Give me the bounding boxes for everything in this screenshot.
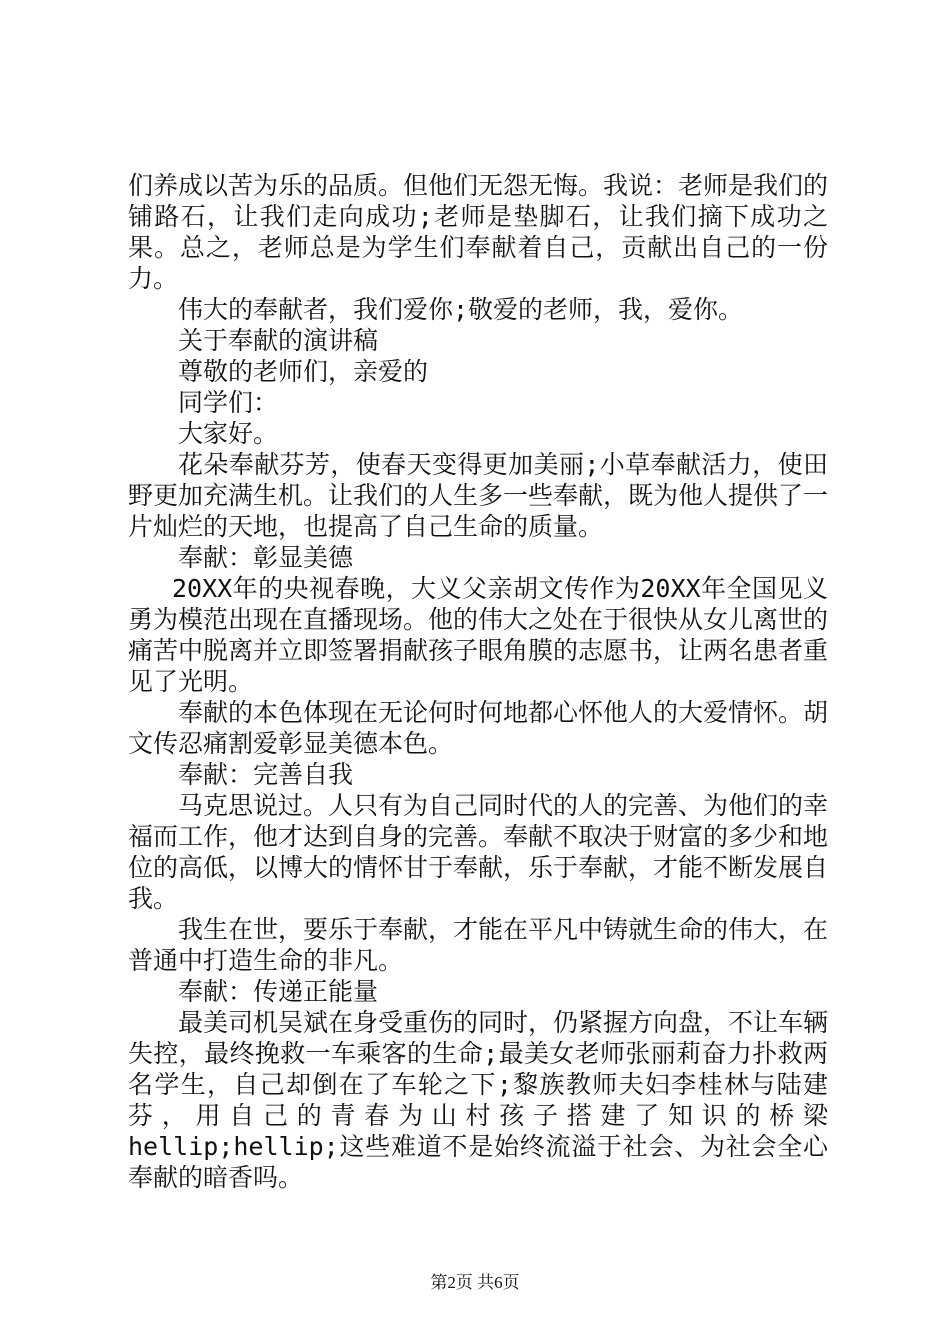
paragraph: 尊敬的老师们，亲爱的 — [178, 357, 429, 386]
paragraph: 同学们： — [178, 388, 279, 417]
paragraph: 们养成以苦为乐的品质。但他们无怨无悔。我说：老师是我们的铺路石，让我们走向成功;老师是垫脚石，让我们摘下成功之果。总之，老师总是为学生们奉献着自己，贡献出自己的一份力。 — [128, 171, 829, 293]
paragraph: 20XX年的央视春晚，大义父亲胡文传作为20XX年全国见义勇为模范出现在直播现场。他的伟大之处在于很快从女儿离世的痛苦中脱离并立即签署捐献孩子眼角膜的志愿书，让两名患者重见了光明。 — [128, 574, 829, 696]
page-footer: 第2页 共6页 — [430, 1273, 520, 1292]
paragraph: 关于奉献的演讲稿 — [178, 326, 379, 355]
paragraph: 花朵奉献芬芳，使春天变得更加美丽;小草奉献活力，使田野更加充满生机。让我们的人生多一些奉献，既为他人提供了一片灿烂的天地，也提高了自己生命的质量。 — [128, 450, 829, 541]
paragraph: 伟大的奉献者，我们爱你;敬爱的老师，我，爱你。 — [178, 295, 744, 324]
body-text — [128, 170, 828, 1193]
paragraph: 大家好。 — [178, 419, 279, 448]
paragraph: 奉献：彰显美德 — [178, 543, 354, 572]
paragraph: 我生在世，要乐于奉献，才能在平凡中铸就生命的伟大，在普通中打造生命的非凡。 — [128, 915, 829, 975]
paragraph: 奉献：传递正能量 — [178, 977, 379, 1006]
paragraph: 奉献：完善自我 — [178, 760, 354, 789]
paragraph: 奉献的本色体现在无论何时何地都心怀他人的大爱情怀。胡文传忍痛割爱彰显美德本色。 — [128, 698, 829, 758]
paragraph: 最美司机吴斌在身受重伤的同时，仍紧握方向盘，不让车辆失控，最终挽救一车乘客的生命;最美女老师张丽莉奋力扑救两名学生，自己却倒在了车轮之下;黎族教师夫妇李桂林与陆建芬，用自己的青春为山村孩子搭建了知识的桥梁hellip;hellip;这些难道不是始终流溢于社会、为社会全心奉献的暗香吗。 — [128, 1008, 829, 1192]
paragraph: 马克思说过。人只有为自己同时代的人的完善、为他们的幸福而工作，他才达到自身的完善。奉献不取决于财富的多少和地位的高低，以博大的情怀甘于奉献，乐于奉献，才能不断发展自我。 — [128, 791, 829, 913]
